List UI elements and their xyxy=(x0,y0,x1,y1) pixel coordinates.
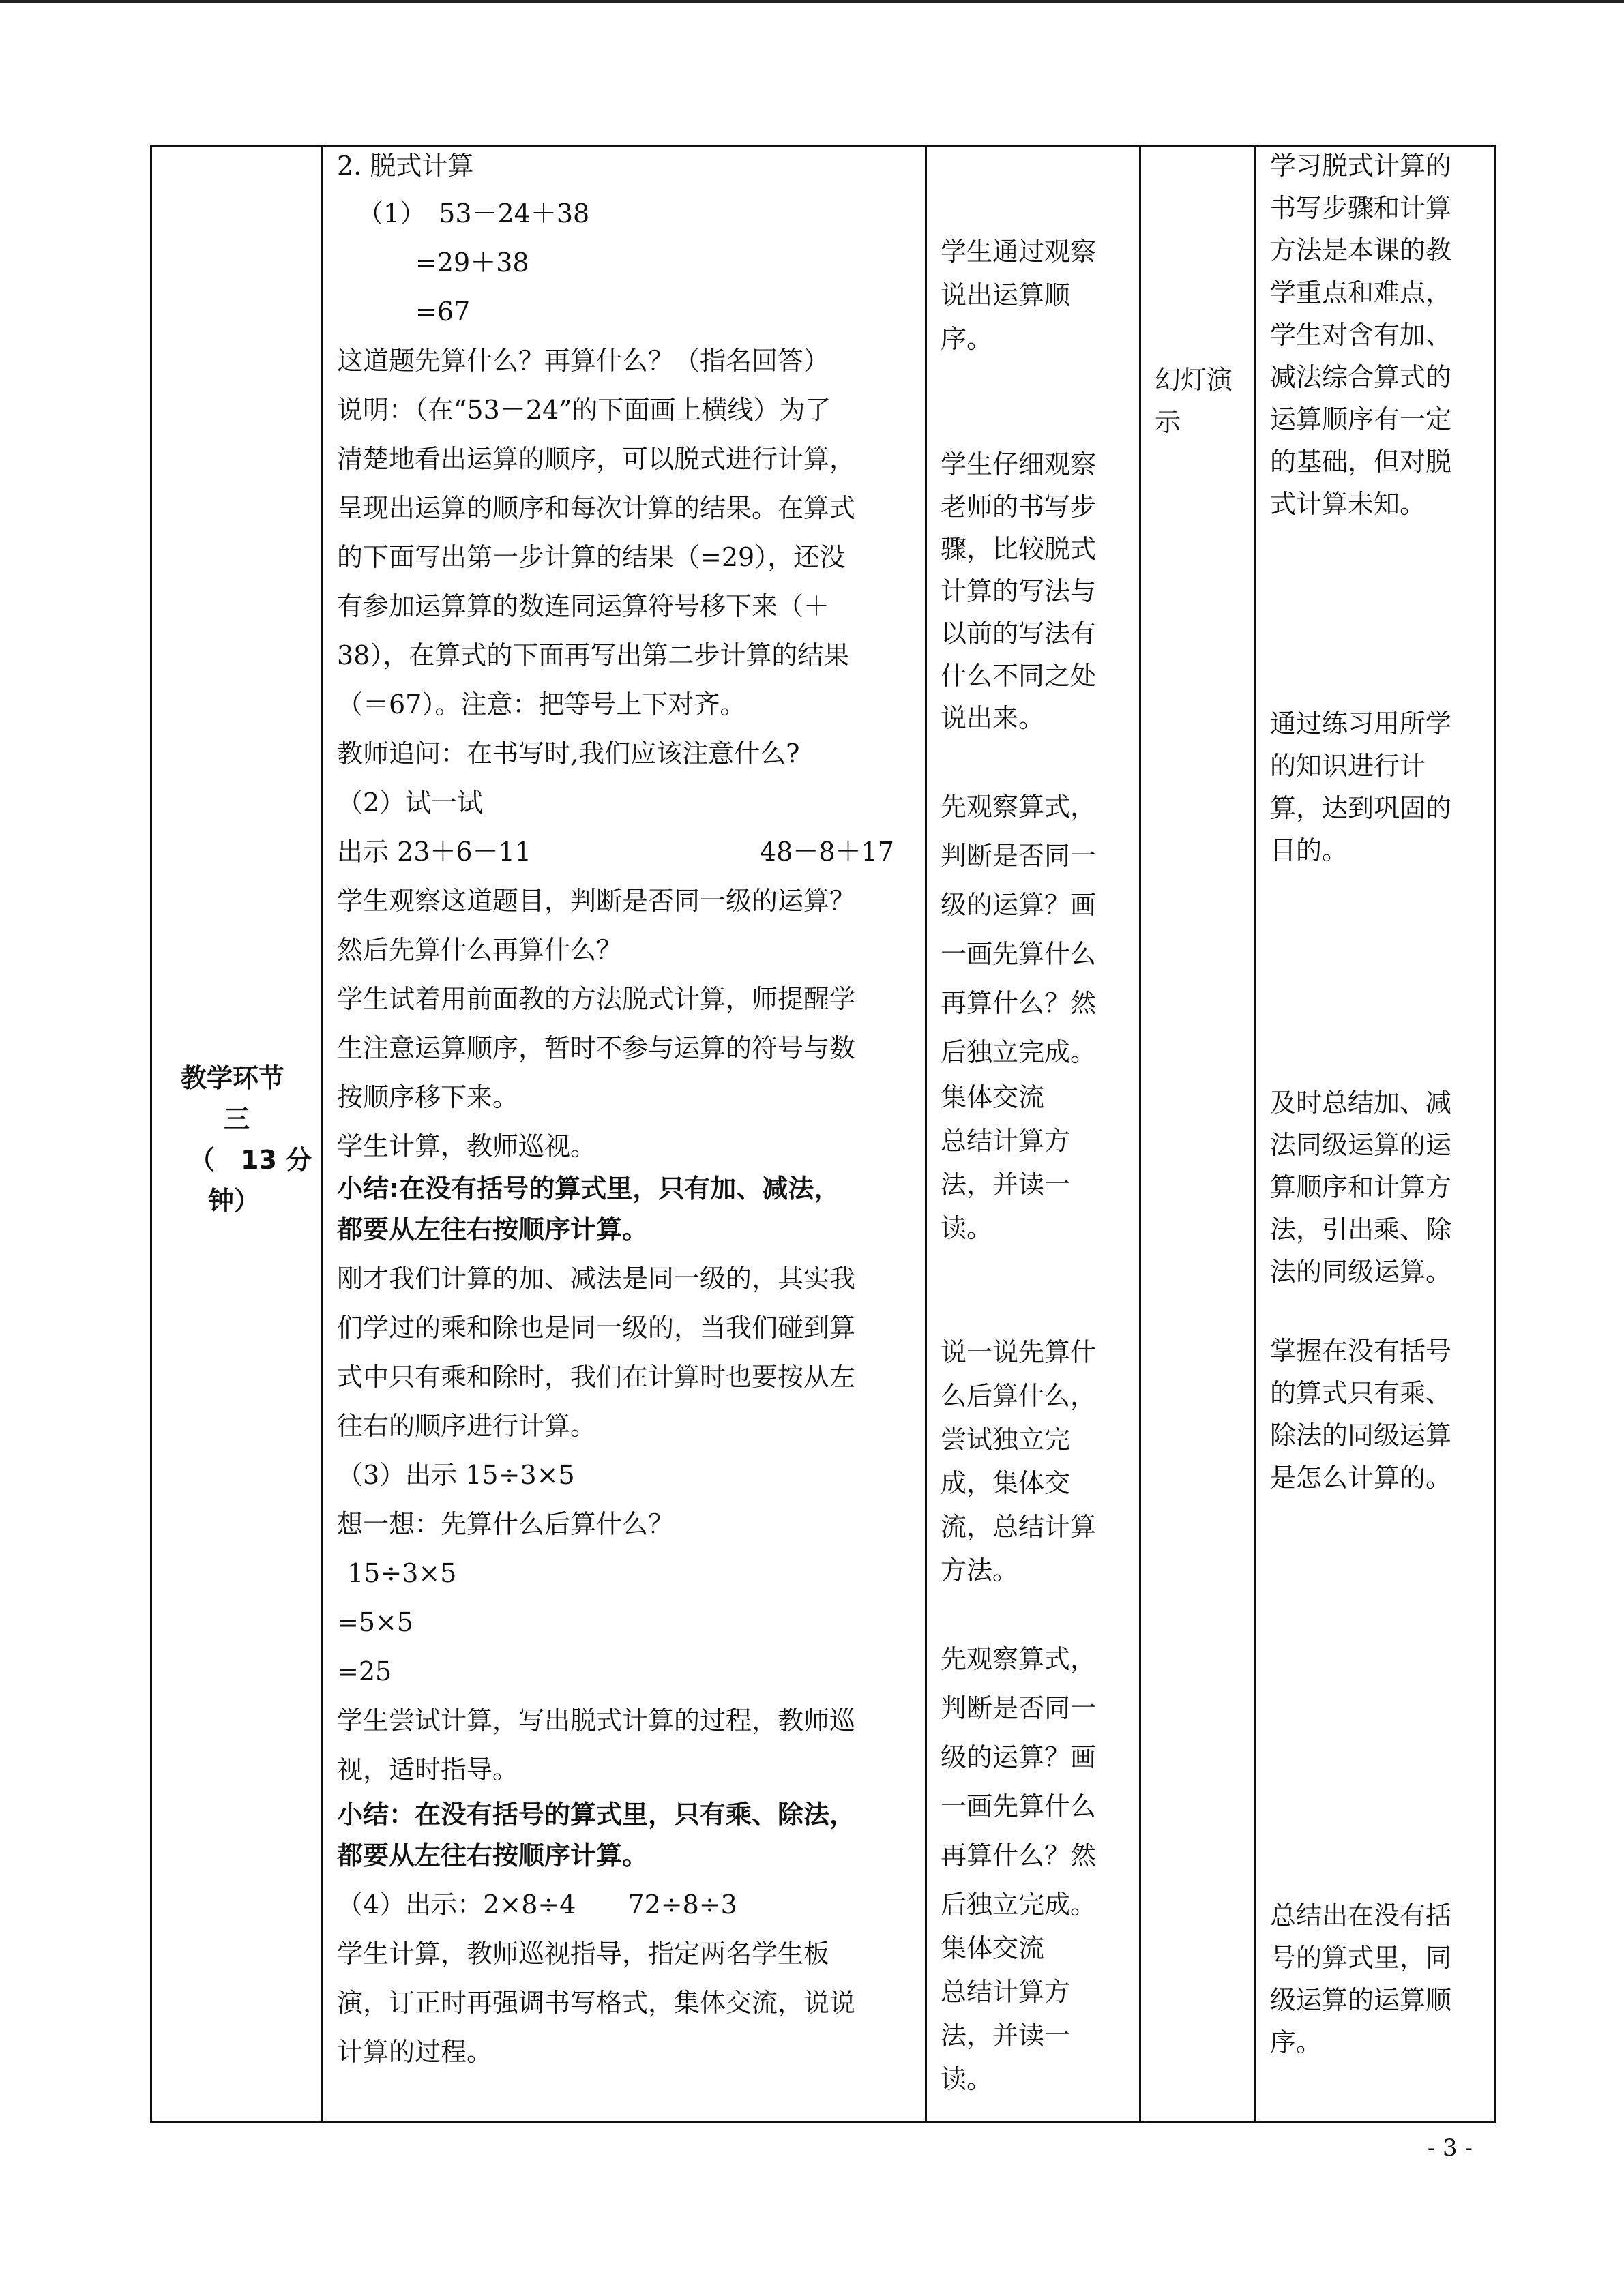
activity-line: 判断是否同一 xyxy=(941,1693,1097,1723)
process-line: 然后先算什么再算什么？ xyxy=(337,935,623,965)
activity-line: 判断是否同一 xyxy=(941,841,1097,871)
activity-line: 后独立完成。 xyxy=(941,1890,1097,1920)
process-line: 教师追问：在书写时,我们应该注意什么? xyxy=(337,739,800,769)
intent-line: 的算式只有乘、 xyxy=(1270,1378,1452,1408)
process-line: 按顺序移下来。 xyxy=(337,1082,519,1112)
intent-line: 法同级运算的运 xyxy=(1270,1130,1452,1160)
media-cell xyxy=(1141,147,1254,2121)
process-line: 学生观察这道题目，判断是否同一级的运算？ xyxy=(337,886,856,916)
process-line: =29＋38 xyxy=(415,248,529,278)
activity-line: 一画先算什么 xyxy=(941,939,1097,969)
intent-line: 除法的同级运算 xyxy=(1270,1420,1452,1450)
process-line: 刚才我们计算的加、减法是同一级的，其实我 xyxy=(337,1264,856,1294)
intent-line: 法的同级运算。 xyxy=(1270,1257,1452,1287)
process-line: 38），在算式的下面再写出第二步计算的结果 xyxy=(337,640,850,670)
intent-line: 通过练习用所学 xyxy=(1270,709,1452,739)
teaching-process-cell xyxy=(323,147,925,2121)
intent-line: 目的。 xyxy=(1270,835,1348,865)
intent-line: 式计算未知。 xyxy=(1270,489,1426,519)
process-line: 计算的过程。 xyxy=(337,2037,493,2067)
activity-line: 再算什么？然 xyxy=(941,988,1097,1018)
design-intent-cell xyxy=(1256,147,1494,2121)
process-line: 学生试着用前面教的方法脱式计算，师提醒学 xyxy=(337,984,856,1014)
process-line: 式中只有乘和除时，我们在计算时也要按从左 xyxy=(337,1362,856,1392)
process-line: （4）出示：2×8÷4 72÷8÷3 xyxy=(337,1890,737,1920)
section-label-line: 钟） xyxy=(208,1186,261,1216)
process-line: 出示 23＋6－11 xyxy=(337,837,531,867)
intent-line: 法，引出乘、除 xyxy=(1270,1214,1452,1244)
activity-line: 集体交流 xyxy=(941,1933,1045,1963)
activity-line: 方法。 xyxy=(941,1555,1019,1585)
intent-line: 总结出在没有括 xyxy=(1270,1900,1452,1930)
process-line: （2）试一试 xyxy=(337,788,484,818)
process-line: 这道题先算什么？再算什么？（指名回答） xyxy=(337,346,830,376)
process-line: 学生计算，教师巡视。 xyxy=(337,1131,597,1161)
process-line: 15÷3×5 xyxy=(347,1558,457,1588)
intent-line: 是怎么计算的。 xyxy=(1270,1463,1452,1493)
intent-line: 书写步骤和计算 xyxy=(1270,193,1452,223)
activity-line: 总结计算方 xyxy=(941,1126,1071,1156)
activity-line: 流，总结计算 xyxy=(941,1512,1097,1542)
activity-line: 骤，比较脱式 xyxy=(941,534,1097,564)
summary-line: 小结:在没有括号的算式里，只有加、减法， xyxy=(337,1174,840,1204)
summary-line: 小结：在没有括号的算式里，只有乘、除法， xyxy=(337,1800,856,1830)
activity-line: 学生通过观察 xyxy=(941,237,1097,267)
section-cell xyxy=(152,147,321,2121)
activity-line: 成，集体交 xyxy=(941,1468,1071,1498)
activity-line: 再算什么？然 xyxy=(941,1840,1097,1870)
process-line: 们学过的乘和除也是同一级的，当我们碰到算 xyxy=(337,1313,856,1343)
activity-line: 老师的书写步 xyxy=(941,492,1097,522)
activity-line: 总结计算方 xyxy=(941,1977,1071,2007)
section-label-line: 教学环节 xyxy=(181,1063,285,1093)
intent-line: 号的算式里，同 xyxy=(1270,1943,1452,1973)
process-line: 说明：（在“53－24”的下面画上横线）为了 xyxy=(337,395,831,425)
activity-line: 法，并读一 xyxy=(941,2021,1071,2051)
activity-line: 后独立完成。 xyxy=(941,1037,1097,1067)
activity-line: 读。 xyxy=(941,1213,993,1243)
activity-line: 序。 xyxy=(941,324,993,354)
process-line: 的下面写出第一步计算的结果（=29），还没 xyxy=(337,542,846,572)
activity-line: 说出运算顺 xyxy=(941,280,1071,310)
summary-line: 都要从左往右按顺序计算。 xyxy=(337,1840,649,1870)
media-line: 示 xyxy=(1155,407,1181,437)
summary-line: 都要从左往右按顺序计算。 xyxy=(337,1214,649,1244)
intent-line: 序。 xyxy=(1270,2027,1323,2057)
activity-line: 级的运算？画 xyxy=(941,890,1097,920)
process-line: （＝67）。注意：把等号上下对齐。 xyxy=(337,689,746,719)
activity-line: 学生仔细观察 xyxy=(941,449,1097,479)
intent-line: 的基础，但对脱 xyxy=(1270,447,1452,477)
lesson-plan-table xyxy=(150,145,1496,2123)
process-line: =25 xyxy=(337,1656,392,1686)
intent-line: 的知识进行计 xyxy=(1270,751,1426,781)
student-activity-cell xyxy=(927,147,1139,2121)
process-line: （1） 53－24＋38 xyxy=(357,198,590,228)
process-line: 视，适时指导。 xyxy=(337,1755,519,1785)
process-line: 生注意运算顺序，暂时不参与运算的符号与数 xyxy=(337,1033,856,1063)
process-line: （3）出示 15÷3×5 xyxy=(337,1460,575,1490)
process-line: 呈现出运算的顺序和每次计算的结果。在算式 xyxy=(337,493,856,523)
intent-line: 运算顺序有一定 xyxy=(1270,404,1452,434)
process-line: 有参加运算算的数连同运算符号移下来（＋ xyxy=(337,591,830,621)
intent-line: 学重点和难点， xyxy=(1270,278,1452,308)
activity-line: 说一说先算什 xyxy=(941,1337,1097,1367)
intent-line: 及时总结加、减 xyxy=(1270,1088,1452,1118)
media-line: 幻灯演 xyxy=(1155,365,1233,395)
page-top-rule xyxy=(0,0,1624,3)
intent-line: 级运算的运算顺 xyxy=(1270,1985,1452,2015)
process-line: 演，订正时再强调书写格式，集体交流，说说 xyxy=(337,1988,856,2018)
activity-line: 集体交流 xyxy=(941,1082,1045,1112)
activity-line: 读。 xyxy=(941,2064,993,2094)
process-line: 2. 脱式计算 xyxy=(337,151,474,181)
section-label-line: （ 13 分 xyxy=(189,1145,312,1175)
activity-line: 法，并读一 xyxy=(941,1169,1071,1199)
process-line: 学生尝试计算，写出脱式计算的过程，教师巡 xyxy=(337,1705,856,1735)
activity-line: 说出来。 xyxy=(941,703,1045,733)
intent-line: 掌握在没有括号 xyxy=(1270,1336,1452,1366)
process-line: 想一想：先算什么后算什么？ xyxy=(337,1509,675,1539)
intent-line: 减法综合算式的 xyxy=(1270,362,1452,392)
activity-line: 先观察算式， xyxy=(941,1644,1097,1674)
section-label-line: 三 xyxy=(224,1104,250,1134)
activity-line: 计算的写法与 xyxy=(941,576,1097,606)
intent-line: 算顺序和计算方 xyxy=(1270,1172,1452,1202)
process-line: 往右的顺序进行计算。 xyxy=(337,1411,597,1441)
process-line: 清楚地看出运算的顺序，可以脱式进行计算， xyxy=(337,444,856,474)
activity-line: 么后算什么， xyxy=(941,1381,1097,1411)
activity-line: 尝试独立完 xyxy=(941,1425,1071,1455)
intent-line: 方法是本课的教 xyxy=(1270,235,1452,265)
activity-line: 一画先算什么 xyxy=(941,1791,1097,1821)
page-number: - 3 - xyxy=(1427,2134,1473,2162)
process-line: 学生计算，教师巡视指导，指定两名学生板 xyxy=(337,1939,830,1969)
activity-line: 先观察算式， xyxy=(941,792,1097,822)
process-line: 48－8＋17 xyxy=(760,837,894,867)
intent-line: 算，达到巩固的 xyxy=(1270,793,1452,823)
activity-line: 级的运算？画 xyxy=(941,1742,1097,1772)
process-line: =67 xyxy=(415,297,471,327)
activity-line: 什么不同之处 xyxy=(941,661,1097,691)
process-line: =5×5 xyxy=(337,1607,414,1637)
activity-line: 以前的写法有 xyxy=(941,618,1097,648)
intent-line: 学习脱式计算的 xyxy=(1270,151,1452,181)
intent-line: 学生对含有加、 xyxy=(1270,320,1452,350)
